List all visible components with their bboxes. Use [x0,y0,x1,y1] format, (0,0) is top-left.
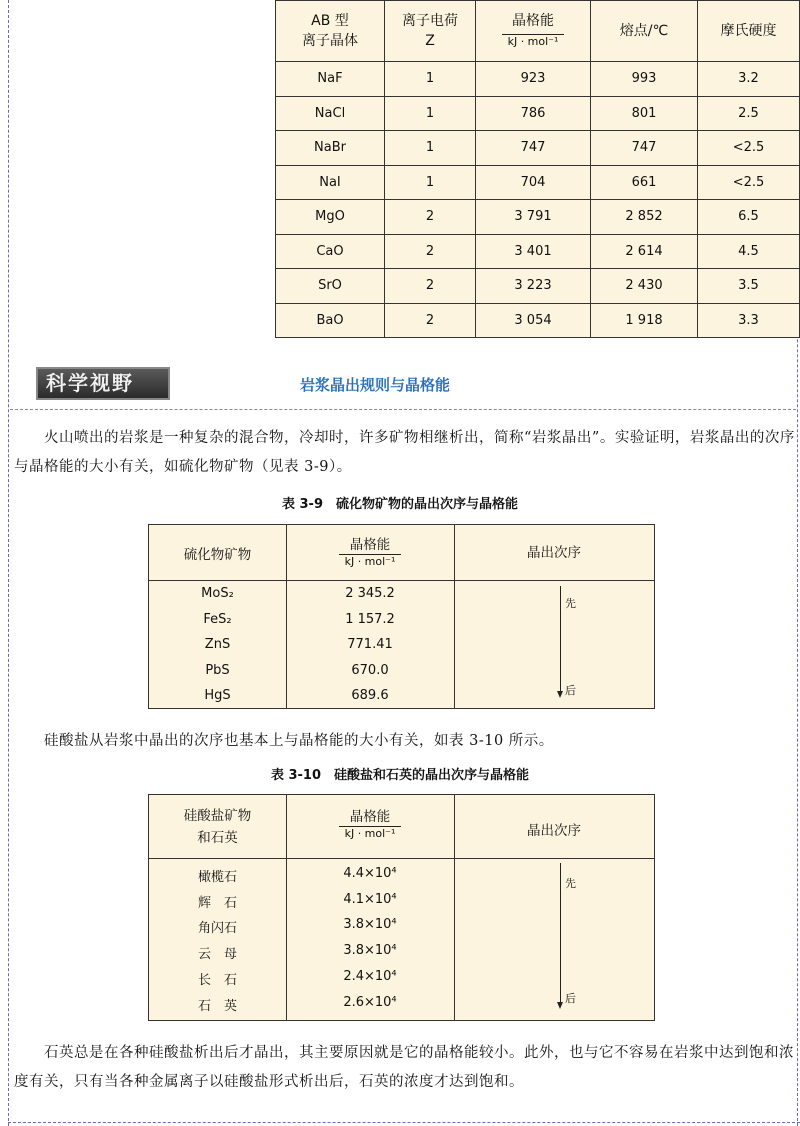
cell-hardness: 3.2 [698,62,800,97]
lattice-energy-value: 4.4×10⁴ [343,866,397,881]
table-row [276,96,800,131]
cell-melting-point: 2 430 [591,269,698,304]
mineral-name: 橄榄石 [197,870,237,885]
section-badge: 科学视野 [36,367,170,400]
mineral-name: 云 母 [197,947,237,963]
col-header-mineral [149,805,286,849]
lattice-energy-value: 1 157.2 [345,611,395,627]
table-row [276,303,800,338]
cell-melting-point: 661 [591,165,698,200]
bottom-margin-guide [8,1122,800,1123]
cell-crystal: NaI [276,165,385,200]
col-header-crystal [276,1,385,62]
cell-melting-point: 747 [591,131,698,166]
mineral-name: 辉 石 [197,895,237,911]
cell-lattice-energy: 3 401 [476,234,591,269]
lattice-energy-unit: kJ · mol⁻¹ [339,826,402,841]
cell-hardness: 3.3 [698,303,800,338]
mineral-name: MoS₂ [201,586,234,601]
col-header-order: 晶出次序 [527,823,581,839]
table-row [276,200,800,235]
cell-hardness: <2.5 [698,165,800,200]
section-title: 岩浆晶出规则与晶格能 [300,376,451,394]
cell-melting-point: 993 [591,62,698,97]
col-header-charge [385,1,476,62]
mineral-name: 角闪石 [197,921,237,937]
table-row [276,234,800,269]
col-header-lattice-energy [476,1,591,62]
cell-hardness: 2.5 [698,96,800,131]
cell-crystal: NaCl [276,96,385,131]
cell-charge: 1 [385,165,476,200]
section-divider [10,409,796,410]
cell-charge: 2 [385,200,476,235]
lattice-energy-value: 2 345.2 [345,586,395,601]
left-margin-guide [8,0,9,1126]
mineral-name: FeS₂ [203,611,232,627]
paragraph-3: 石英总是在各种硅酸盐析出后才晶出，其主要原因就是它的晶格能较小。此外，也与它不容易在岩浆中达到饱和浓度有关，只有当各种金属离子以硅酸盐形式析出后，石英的浓度才达到饱和。 [14,1045,794,1090]
order-first-label: 先 [565,877,576,890]
cell-crystal: CaO [276,234,385,269]
cell-hardness: 3.5 [698,269,800,304]
cell-charge: 1 [385,96,476,131]
cell-melting-point: 2 614 [591,234,698,269]
cell-crystal: SrO [276,269,385,304]
mineral-name: PbS [205,662,230,678]
cell-lattice-energy: 923 [476,62,591,97]
lattice-energy-unit: kJ · mol⁻¹ [502,34,565,49]
lattice-energy-value: 3.8×10⁴ [343,917,397,933]
cell-lattice-energy: 3 223 [476,269,591,304]
ionic-crystal-table [275,0,800,338]
lattice-energy-value: 771.41 [347,637,393,652]
cell-charge: 1 [385,62,476,97]
cell-crystal: NaF [276,62,385,97]
mineral-name: HgS [204,688,231,703]
lattice-energy-label: 晶格能 [349,537,391,553]
cell-hardness: <2.5 [698,131,800,166]
cell-melting-point: 801 [591,96,698,131]
order-arrow [560,863,561,1003]
col-header-hardness: 摩氏硬度 [698,1,800,62]
cell-lattice-energy: 747 [476,131,591,166]
mineral-name: 长 石 [197,972,237,988]
table-3-9-caption: 表 3-9 硫化物矿物的晶出次序与晶格能 [281,497,518,512]
sulfide-mineral-table [148,524,655,709]
paragraph-2: 硅酸盐从岩浆中晶出的次序也基本上与晶格能的大小有关，如表 3-10 所示。 [14,733,554,749]
lattice-energy-value: 3.8×10⁴ [343,943,397,959]
order-last-label: 后 [565,992,576,1005]
table-3-10-caption: 表 3-10 硅酸盐和石英的晶出次序与晶格能 [270,768,530,783]
cell-hardness: 4.5 [698,234,800,269]
arrow-down-icon [557,691,563,698]
lattice-energy-value: 2.6×10⁴ [343,994,397,1010]
header-line: Z [425,33,435,49]
cell-lattice-energy: 3 791 [476,200,591,235]
cell-lattice-energy: 786 [476,96,591,131]
table-row [276,131,800,166]
table-header-row [276,1,800,62]
order-arrow [560,586,561,692]
lattice-energy-label: 晶格能 [349,809,391,825]
lattice-energy-unit: kJ · mol⁻¹ [339,554,402,569]
cell-hardness: 6.5 [698,200,800,235]
lattice-energy-value: 689.6 [351,688,389,703]
cell-charge: 2 [385,303,476,338]
table-row [276,62,800,97]
header-line: 离子电荷 [402,13,458,29]
silicate-mineral-table [148,794,655,1021]
order-last-label: 后 [565,684,576,697]
table-row [276,269,800,304]
cell-crystal: NaBr [276,131,385,166]
cell-charge: 2 [385,234,476,269]
order-first-label: 先 [565,597,576,610]
header-line: AB 型 [311,13,349,29]
cell-crystal: MgO [276,200,385,235]
col-header-mineral-line1: 硅酸盐矿物 [183,808,252,824]
lattice-energy-value: 4.1×10⁴ [343,891,397,907]
col-header-lattice-energy [286,533,454,569]
lattice-energy-label: 晶格能 [512,13,554,29]
cell-charge: 2 [385,269,476,304]
lattice-energy-value: 2.4×10⁴ [343,968,397,984]
mineral-name: 石 英 [197,998,237,1014]
cell-lattice-energy: 3 054 [476,303,591,338]
table-row [276,165,800,200]
col-header-melting-point: 熔点/℃ [591,1,698,62]
mineral-name: ZnS [204,637,231,652]
lattice-energy-value: 670.0 [351,662,389,678]
cell-lattice-energy: 704 [476,165,591,200]
cell-crystal: BaO [276,303,385,338]
col-header-mineral: 硫化物矿物 [183,547,252,563]
cell-charge: 1 [385,131,476,166]
header-line: 离子晶体 [302,33,358,49]
col-header-order: 晶出次序 [527,545,581,561]
arrow-down-icon [557,1002,563,1009]
cell-melting-point: 1 918 [591,303,698,338]
paragraph-1: 火山喷出的岩浆是一种复杂的混合物，冷却时，许多矿物相继析出，简称“岩浆晶出”。实验证明，岩浆晶出的次序与晶格能的大小有关，如硫化物矿物（见表 3-9）。 [14,430,795,475]
col-header-lattice-energy [286,805,454,841]
col-header-mineral-line2: 和石英 [197,830,238,846]
cell-melting-point: 2 852 [591,200,698,235]
